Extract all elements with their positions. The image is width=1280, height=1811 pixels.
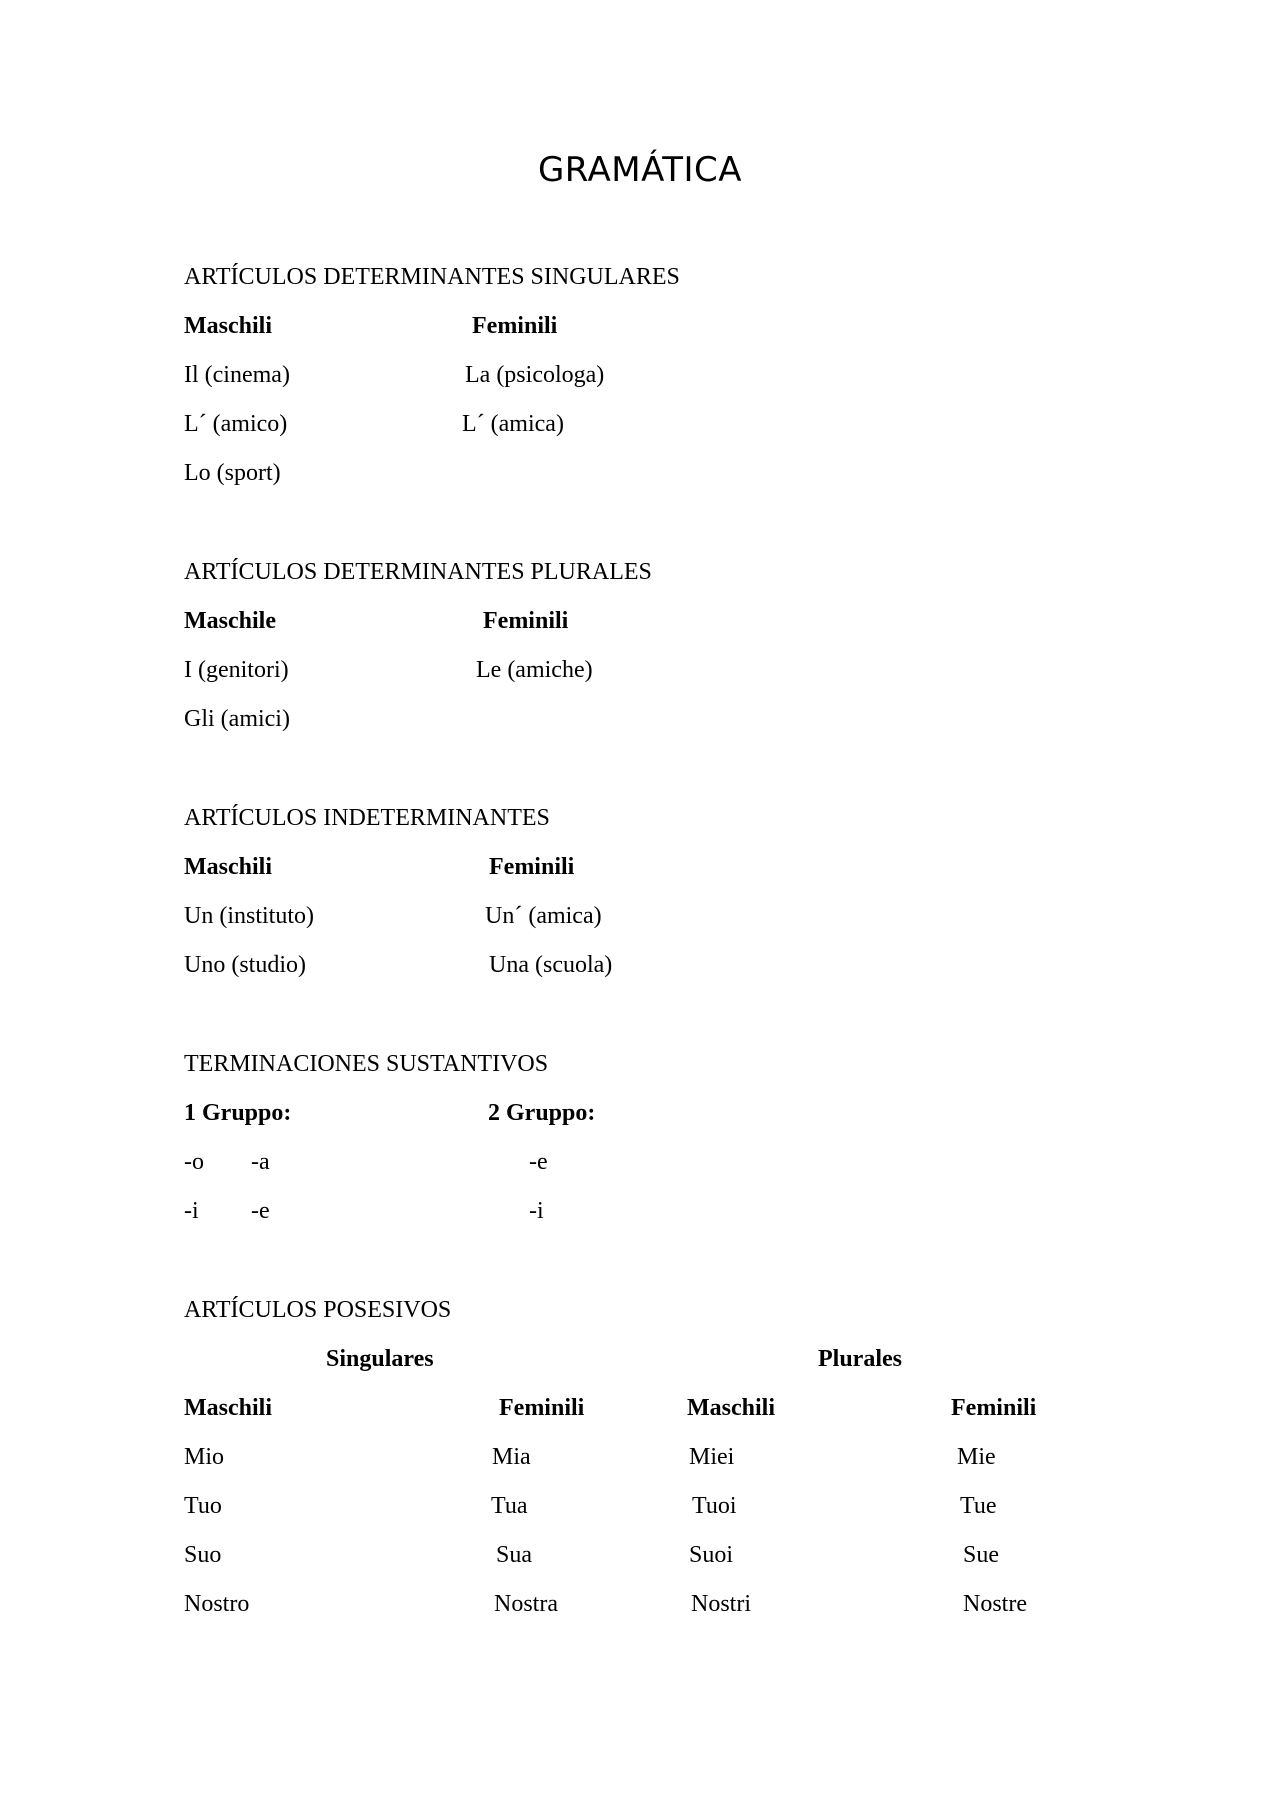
table-cell: Sue [963,1542,999,1568]
column-header-feminili: Feminili [472,313,558,339]
ending-group-2: -e [529,1149,548,1175]
page-title: GRAMÁTICA [537,150,743,190]
column-header-plural-maschili: Maschili [687,1395,775,1421]
table-cell: Miei [689,1444,735,1470]
ending-masculine: -i [184,1198,199,1224]
table-cell: Suoi [689,1542,734,1568]
column-header-maschili: Maschili [184,854,272,880]
list-item: I (genitori) [184,657,289,683]
list-item: L´ (amica) [462,411,564,437]
ending-feminine: -e [251,1198,270,1224]
list-item: La (psicologa) [465,362,605,388]
table-cell: Mie [957,1444,996,1470]
table-cell: Nostro [184,1591,250,1617]
column-header-maschili: Maschili [184,313,272,339]
plurales-header: Plurales [818,1346,902,1372]
section-heading: ARTÍCULOS POSESIVOS [184,1297,452,1323]
table-cell: Tue [960,1493,997,1519]
list-item: Il (cinema) [184,362,290,388]
column-header-singular-feminili: Feminili [499,1395,585,1421]
column-header-maschile: Maschile [184,608,276,634]
list-item: Un (instituto) [184,903,314,929]
table-cell: Sua [496,1542,532,1568]
table-cell: Nostra [494,1591,558,1617]
group-2-header: 2 Gruppo: [488,1100,596,1126]
list-item: Una (scuola) [489,952,613,978]
list-item: Lo (sport) [184,460,281,486]
table-cell: Tua [491,1493,528,1519]
list-item: Un´ (amica) [485,903,602,929]
list-item: Le (amiche) [476,657,593,683]
ending-feminine: -a [251,1149,270,1175]
table-cell: Nostre [963,1591,1027,1617]
table-cell: Mia [492,1444,531,1470]
list-item: Uno (studio) [184,952,306,978]
section-heading: ARTÍCULOS INDETERMINANTES [184,805,550,831]
list-item: L´ (amico) [184,411,288,437]
list-item: Gli (amici) [184,706,290,732]
table-cell: Suo [184,1542,222,1568]
column-header-feminili: Feminili [489,854,575,880]
column-header-singular-maschili: Maschili [184,1395,272,1421]
column-header-feminili: Feminili [483,608,569,634]
section-heading: ARTÍCULOS DETERMINANTES SINGULARES [184,264,680,290]
table-cell: Mio [184,1444,225,1470]
table-cell: Tuo [184,1493,222,1519]
ending-masculine: -o [184,1149,204,1175]
section-heading: TERMINACIONES SUSTANTIVOS [184,1051,549,1077]
table-cell: Nostri [691,1591,751,1617]
group-1-header: 1 Gruppo: [184,1100,292,1126]
section-heading: ARTÍCULOS DETERMINANTES PLURALES [184,559,652,585]
ending-group-2: -i [529,1198,544,1224]
singulares-header: Singulares [326,1346,434,1372]
column-header-plural-feminili: Feminili [951,1395,1037,1421]
table-cell: Tuoi [692,1493,737,1519]
